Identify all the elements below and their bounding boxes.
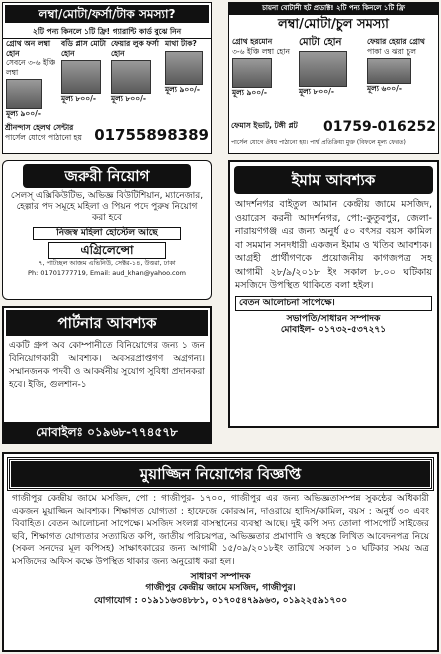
ad3-body: সেলস্ এক্সিকিউটিভ, অভিজ্ঞ বিউটিশিয়ান, ম্যানেজার, হেল্পার পদ সমূহে মহিলা ও পিয়ন পদে পুরুষ নিয়োগ করা হবে (10, 191, 204, 223)
ad2-product-image-2 (299, 51, 347, 87)
ad2-title: লম্বা/মোটা/চুল সমস্যা (278, 16, 389, 32)
ad4-title: ইমাম আবশ্যক (234, 166, 433, 194)
ad1-product-col-2 (61, 39, 109, 104)
ad1-col2-price: মূল্য ৮০০/- (61, 94, 97, 103)
ad2-item-1 (232, 37, 296, 98)
ad-imam-required (228, 160, 439, 428)
ad6-title: মুয়াজ্জিন নিয়োগের বিজ্ঞপ্তি (8, 458, 433, 490)
ad3-address: ৭, পাটচ্ছল আজম এভিনিউ, সেক্টর-১৪, উত্তরা, ঢাকা (38, 259, 176, 267)
ad2-item2-price: মূল্য ৮০০/- (299, 87, 335, 96)
ad1-col1-price: মূল্য ৯০০/- (6, 109, 42, 118)
ad6-sign: সাধারণ সম্পাদক (190, 572, 251, 582)
ad6-body: গাজীপুর কেন্দ্রীয় জামে মসজিদ, পো : গাজীপুর- ১৭০০, গাজীপুর এর জন্য অভিজ্ঞতাসম্পন্ন সুকন্ঠের অধিকারী একজন মুয়াজ্জিন আবশ্যক। শিক্ষাগত যোগ্যতা : হাফেজে কোরআন, দাওরায়ে হাদিস/কামিল, বয়স : অনুর্ধ ৩০ এবং বিবাহিত। বেতন আলোচনা সাপেক্ষে। মসজিদ সংলগ্ন বাসস্থানের ব্যবস্থা আছে। দুই কপি সদ্য তোলা পাসপোর্ট সাইজের ছবি, শিক্ষাগত যোগ্যতার সত্যায়িত কপি, জাতীয় পরিচয়পত্র, অভিজ্ঞতার প্রমাণাদি ও স্বহস্তে লিখিত আবেদনপত্র নিয়ে (সকল সনদের মূল কপিসহ) সাক্ষাৎকারের জন্য আগামী ১৫/০৯/২০১৮ইং তারিখে সকাল ১০ ঘটিকার সময় অত্র মসজিদের অফিস কক্ষে উপস্থিত থাকার জন্য অনুরোধ করা হল। (12, 494, 429, 567)
ad6-contact: যোগাযোগ : ০১৯১১৬৩৪৮৮১, ০১৭০৫৪৭৯৯৬৩, ০১৯২২৫৯১৭০০ (93, 596, 348, 606)
ad6-org: গাজীপুর কেন্দ্রীয় জামে মসজিদ, গাজীপুর। (145, 583, 296, 593)
ad4-mobile: মোবাইল- ০১৭৩২-৫৩৭২৭১ (280, 324, 387, 335)
ad1-col3-price: মূল্য ৮০০/- (111, 94, 147, 103)
ad3-hostel: নিজস্ব মহিলা হোস্টেল আছে (33, 227, 181, 240)
ad1-product-image-3 (111, 60, 151, 94)
ad3-company: এগ্রিলেন্সো (48, 242, 166, 259)
ad2-item1-label: গ্রোথ হরমোন (232, 37, 273, 46)
ad-partner-required (2, 306, 212, 444)
ad2-footer (231, 121, 436, 147)
ad4-sign: সভাপতি/সাধারন সম্পাদক (286, 313, 381, 324)
ad2-item1-detail: ৩-৬ ইঞ্চি লম্বা হোন (232, 46, 291, 56)
ad2-item2-label: মোটা হোন (299, 37, 342, 48)
ad1-product-image-4 (165, 51, 203, 85)
ad1-phone: 01755898389 (94, 126, 209, 144)
ad1-col1-label: গ্রোথ অন লম্বা হোন (6, 39, 51, 58)
ad2-product-image-1 (232, 58, 272, 88)
ad1-product-image-1 (6, 79, 42, 109)
ad2-item3-detail: পাকা ও ঝরা চুল (367, 46, 416, 56)
ad1-footer (5, 123, 209, 151)
ad1-product-col-3 (111, 39, 163, 104)
ad4-body: আদর্শনগর বাইতুল আমান কেন্দ্রীয় জামে মসজিদ, ওয়ারেস করনী আদর্শনগর, পো:-কুতুবপুর, জেলা-নারায়ণগঞ্জ এর জন্য অনুর্ধ ৫০ বৎসর বয়স কামিল বা সমমান সনদধারী একজন ইমাম ও খতিব আবশ্যক। আগ্রহী প্রার্থীগণকে প্রয়োজনীয় কাগজপত্র সহ আগামী ২৮/৯/২০১৮ ইং সকাল ৮.০০ ঘটিকায় মসজিদে উপস্থিত থাকিতে বলা হইল। (235, 199, 432, 291)
ad1-col2-label: বডি প্লাস মোটা হোন (61, 39, 106, 58)
ad5-mobile: মোবাইলঃ ০১৯৬৮-৭৭৪৫৭৮ (4, 422, 210, 442)
ad2-item3-price: মূল্য ৬০০/- (367, 84, 403, 93)
ad3-title: জরুরী নিয়োগ (23, 164, 191, 188)
ad1-note: পার্সেল যোগে পাঠানো হয় (5, 132, 82, 142)
ad-growth-products-left (2, 2, 212, 154)
ad1-col4-label: মাথা টাক? (165, 39, 197, 48)
ad1-col1-detail: সেবনে ৩-৬ ইঞ্চি লম্বা (6, 58, 56, 77)
ad-growth-products-right (228, 2, 439, 154)
ad1-product-col-1 (6, 39, 58, 119)
ad-urgent-recruitment (2, 160, 212, 300)
ad2-item1-price: মূল্য ৯০০/- (232, 88, 268, 97)
ad2-item3-label: ফেয়ার হেয়ার গ্রোথ (367, 37, 425, 46)
ad2-item-2 (299, 37, 363, 97)
ad5-title: পার্টনার আবশ্যক (6, 310, 208, 336)
ad3-contact: Ph: 01701777719, Email: aud_khan@yahoo.com (28, 268, 186, 277)
ad2-top: চায়না বোটানী হট প্রডাক্ট! ২টি পন্য কিনলে ১টি ফ্রি (229, 3, 438, 15)
ad2-product-image-3 (367, 58, 411, 84)
ad5-body: একটি গ্রুপ অব কোম্পানীতে বিনিয়োগের জন্য ১ জন বিনিয়োগকারী আবশ্যক। অবসরপ্রাপ্তগণ অগ্রগন্য। সম্মানজনক পদবী ও আকর্ষনীয় সুযোগ সুবিধা প্রদানকরা হবে। ইজি, গুলশান-১ (9, 341, 205, 390)
ad2-note: পার্সেল যোগে ঔষধ পাঠানো হয়। পার্শ্ব প্রতিক্রিয়া মুক্ত (বিফলে মূল্য ফেরত) (231, 138, 406, 146)
ad4-salary: বেতন আলোচনা সাপেক্ষে। (235, 296, 432, 311)
ad1-product-image-2 (61, 60, 101, 94)
ad2-shop: ফেমাস ইভাট, টঙ্গী প্লট (231, 121, 298, 130)
ad1-col3-label: ফেয়ার লুক ফর্সা হোন (111, 39, 159, 58)
ad1-subtitle: ২টি পন্য কিনলে ১টি ফ্রি! গ্যারান্টি কার্ড বুঝে নিন (3, 25, 211, 39)
ad1-product-col-4 (165, 39, 209, 94)
ad-muezzin-recruitment (2, 452, 439, 652)
ad1-title: লম্বা/মোটা/ফর্সা/টাক সমস্যা? (5, 5, 209, 23)
ad1-col4-price: মূল্য ৯০০/- (165, 84, 201, 94)
ad2-item-3 (367, 37, 437, 94)
ad2-phone: 01759-016252 (323, 119, 436, 135)
ad1-shop: শ্রীনন্দাস হেলথ সেন্টার (5, 123, 74, 132)
